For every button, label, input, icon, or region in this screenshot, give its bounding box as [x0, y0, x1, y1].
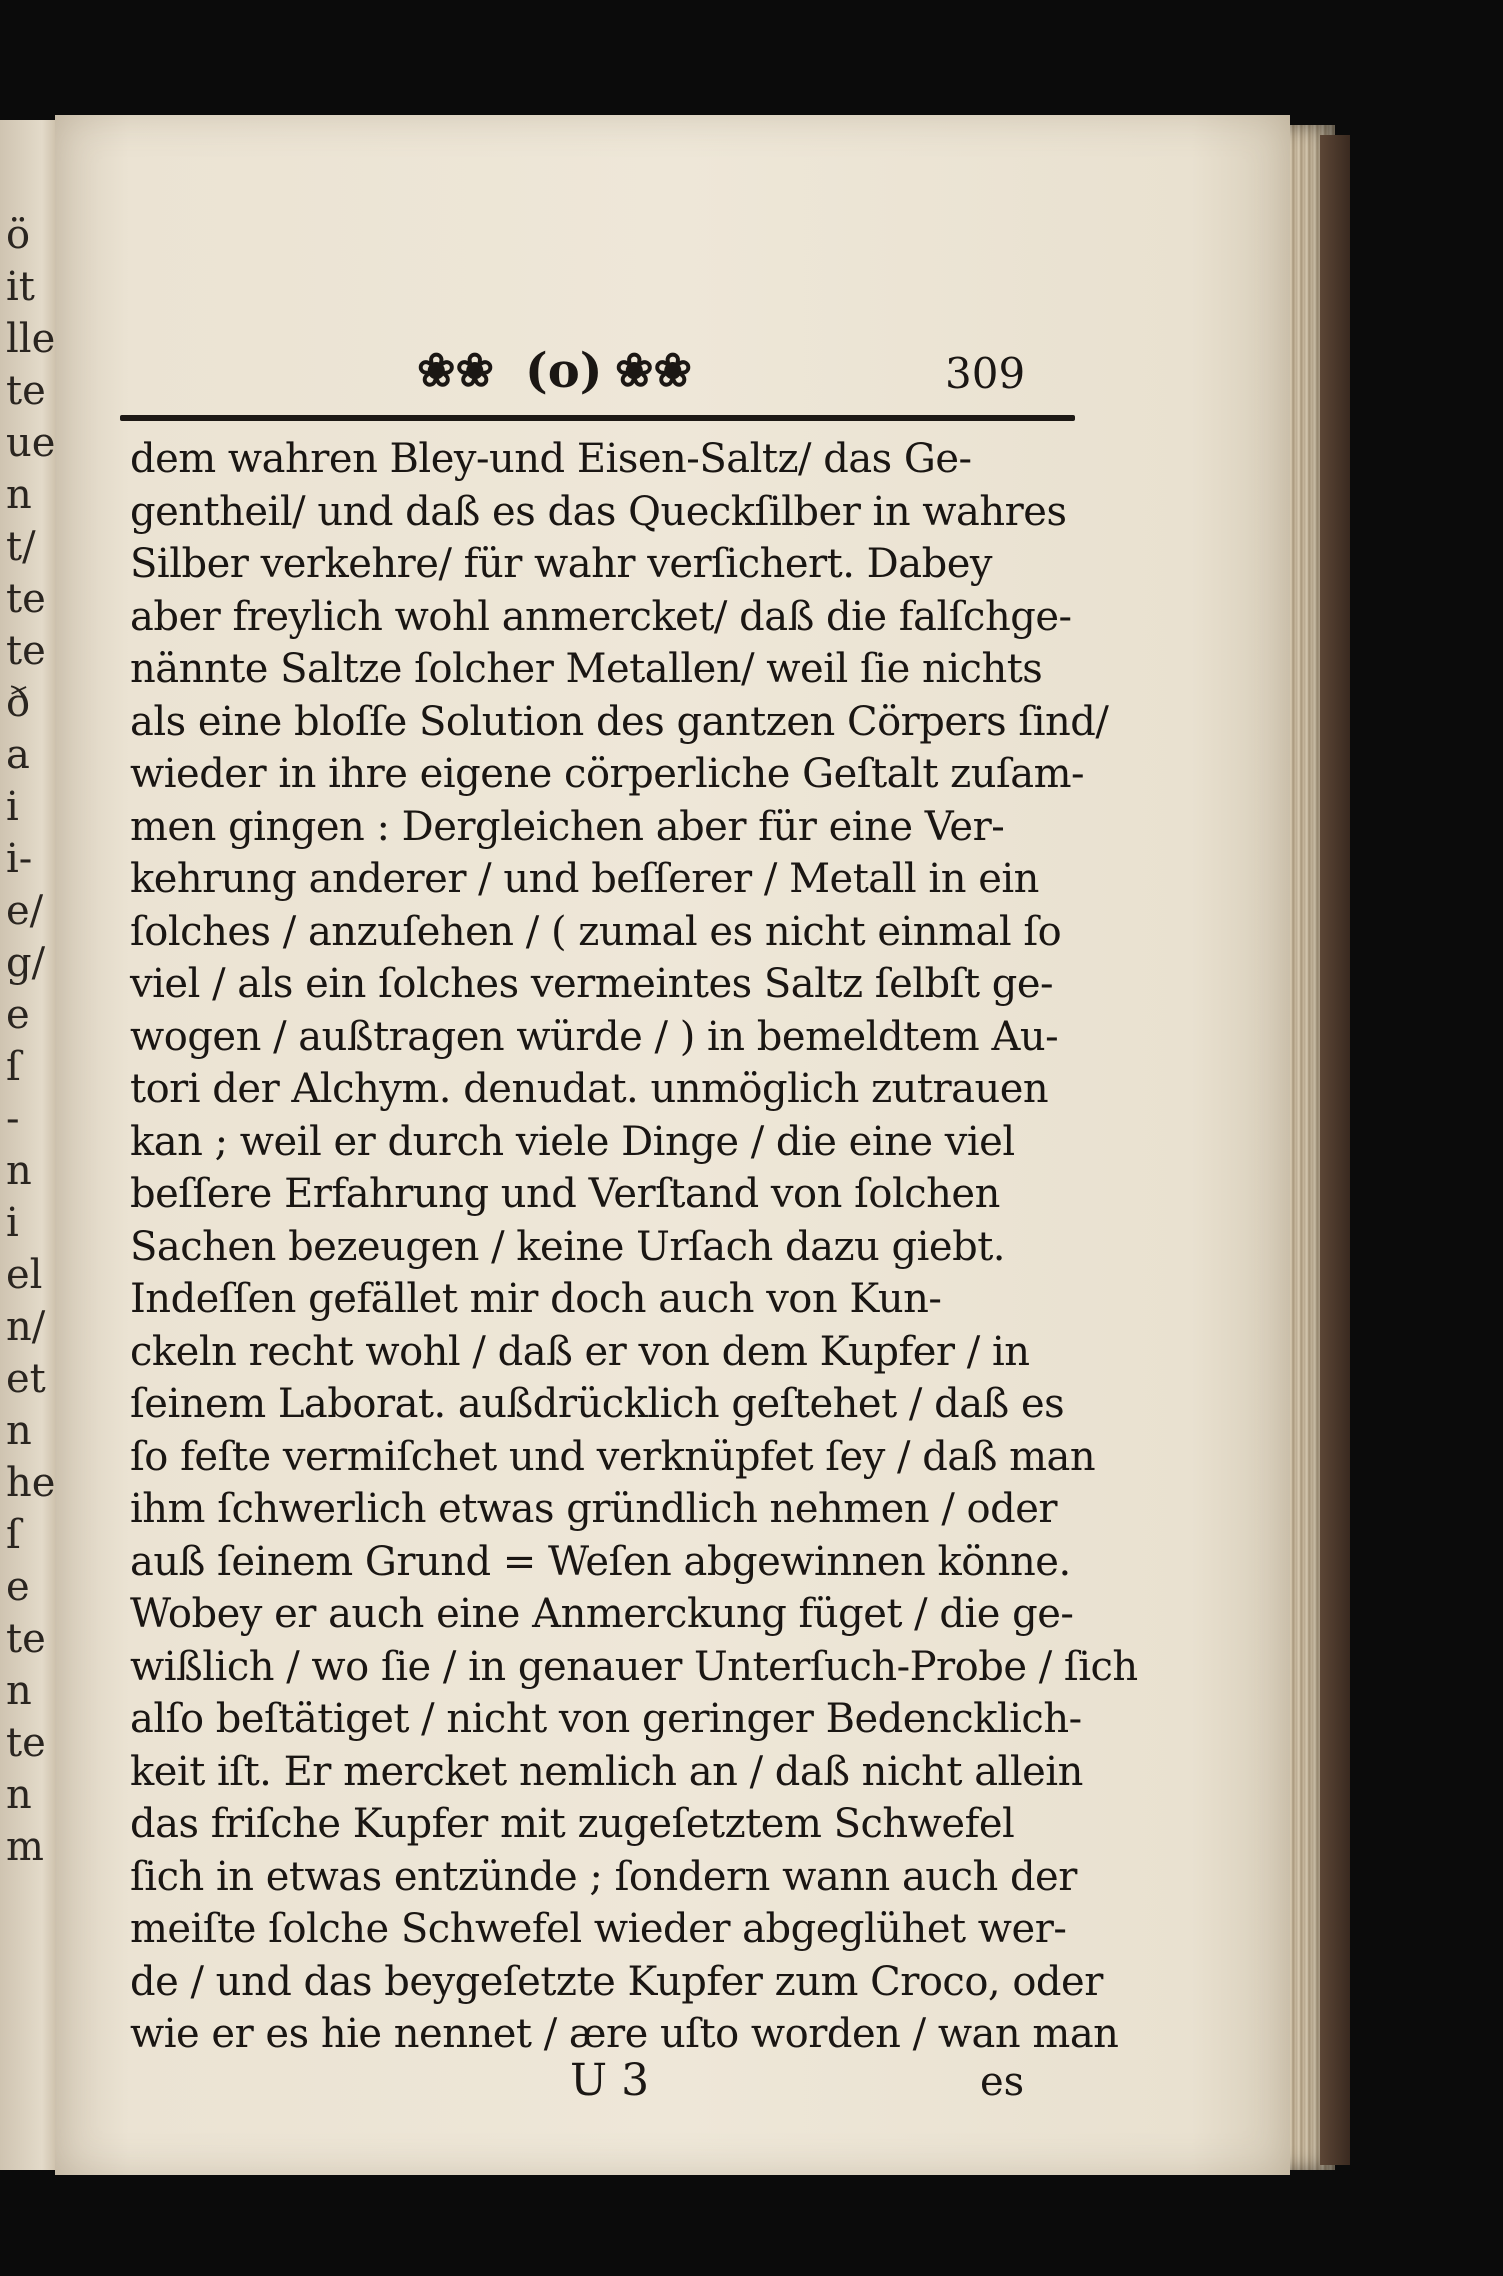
facing-page-fragment: te — [6, 368, 46, 414]
text-line: auß ſeinem Grund = Weſen abgewinnen könne. — [130, 1538, 1071, 1585]
text-line: kehrung anderer / und beſſerer / Metall in ein — [130, 856, 1039, 902]
text-line: keit iſt. Er mercket nemlich an / daß nicht allein — [130, 1748, 1083, 1795]
text-line: beſſere Erfahrung und Verſtand von ſolchen — [130, 1171, 1000, 1217]
facing-page-fragment: - — [6, 1096, 20, 1142]
text-line: wie er es hie nennet / ære uſto worden / wan man — [130, 2011, 1119, 2057]
header-mark: (o) — [525, 343, 603, 399]
book-cover-edge — [1320, 135, 1350, 2165]
facing-page-fragment: el — [6, 1252, 43, 1298]
facing-page-fragment: he — [6, 1460, 56, 1506]
text-line: alſo beſtätiget / nicht von geringer Bedencklich- — [130, 1696, 1082, 1742]
facing-page-fragment: t/ — [6, 524, 36, 570]
text-line: Silber verkehre/ für wahr verſichert. Dabey — [130, 541, 992, 587]
text-line: ſolches / anzuſehen / ( zumal es nicht einmal ſo — [130, 908, 1062, 955]
facing-page-fragment: te — [6, 1720, 46, 1766]
ornament-left-icon: ❀❀ — [417, 343, 495, 397]
text-line: als eine bloſſe Solution des gantzen Cörpers ſind/ — [130, 698, 1109, 745]
facing-page-fragment: g/ — [6, 940, 46, 986]
text-line: ihm ſchwerlich etwas gründlich nehmen / oder — [130, 1486, 1058, 1532]
facing-page-fragment: n — [6, 1408, 32, 1454]
page-header — [55, 343, 1290, 413]
facing-page-fragment: e — [6, 992, 30, 1038]
text-line: nännte Saltze ſolcher Metallen/ weil ſie nichts — [130, 646, 1043, 692]
facing-page-fragment: n/ — [6, 1304, 46, 1350]
facing-page-fragment: te — [6, 576, 46, 622]
text-line: men gingen : Dergleichen aber für eine Ver- — [130, 803, 1005, 850]
text-line: wieder in ihre eigene cörperliche Geſtalt zuſam- — [130, 751, 1085, 797]
facing-page-fragment: ue — [6, 420, 56, 466]
catchword: es — [980, 2059, 1025, 2105]
text-line: ſeinem Laborat. außdrücklich geſtehet / daß es — [130, 1381, 1065, 1427]
text-line: Wobey er auch eine Anmerckung füget / die ge- — [130, 1591, 1074, 1637]
text-line: wißlich / wo ſie / in genauer Unterſuch-Probe / ſich — [130, 1643, 1138, 1690]
text-line: Indeſſen gefället mir doch auch von Kun- — [130, 1276, 942, 1322]
facing-page-fragment: ö — [6, 212, 31, 258]
page-number: 309 — [945, 349, 1026, 398]
facing-page-fragment: i — [6, 1200, 19, 1246]
facing-page-fragment: a — [6, 732, 30, 778]
facing-page-fragment: ſ — [6, 1512, 21, 1558]
signature-mark: U 3 — [570, 2055, 650, 2106]
body-text — [130, 433, 1138, 2061]
header-rule — [120, 415, 1075, 421]
ornament-right-icon: ❀❀ — [615, 343, 693, 397]
facing-page-fragment: it — [6, 264, 35, 310]
facing-page-fragment: i — [6, 784, 19, 830]
text-line: aber freylich wohl anmercket/ daß die falſchge- — [130, 593, 1072, 640]
facing-page-fragment: e/ — [6, 888, 44, 934]
text-line: das friſche Kupfer mit zugeſetztem Schwefel — [130, 1801, 1015, 1847]
text-line: viel / als ein ſolches vermeintes Saltz ſelbſt ge- — [130, 961, 1054, 1007]
facing-page-fragment: n — [6, 1668, 32, 1714]
facing-page-fragment: et — [6, 1356, 46, 1402]
facing-page-edge — [0, 120, 60, 2170]
facing-page-fragment: ð — [6, 680, 31, 726]
text-line: tori der Alchym. denudat. unmöglich zutrauen — [130, 1066, 1049, 1112]
facing-page-fragment: e — [6, 1564, 30, 1610]
text-line: ſich in etwas entzünde ; ſondern wann auch der — [130, 1853, 1077, 1900]
facing-page-fragment: n — [6, 1148, 32, 1194]
facing-page-fragment: n — [6, 1772, 32, 1818]
book-page — [55, 115, 1290, 2175]
facing-page-fragment: n — [6, 472, 32, 518]
text-line: de / und das beygeſetzte Kupfer zum Croco, oder — [130, 1958, 1103, 2005]
facing-page-fragment: m — [6, 1824, 44, 1870]
page-footer — [55, 2055, 1290, 2115]
text-line: kan ; weil er durch viele Dinge / die eine viel — [130, 1118, 1015, 1165]
text-line: meiſte ſolche Schwefel wieder abgeglühet wer- — [130, 1906, 1067, 1952]
facing-page-fragment: te — [6, 1616, 46, 1662]
text-line: Sachen bezeugen / keine Urſach dazu giebt. — [130, 1223, 1005, 1270]
facing-page-fragment: i- — [6, 836, 33, 882]
text-line: ckeln recht wohl / daß er von dem Kupfer / in — [130, 1328, 1030, 1375]
facing-page-fragment: ſ — [6, 1044, 21, 1090]
facing-page-fragment: te — [6, 628, 46, 674]
text-line: gentheil/ und daß es das Queckſilber in wahres — [130, 488, 1067, 535]
text-line: ſo feſte vermiſchet und verknüpfet ſey / daß man — [130, 1433, 1096, 1480]
text-line: dem wahren Bley-und Eisen-Saltz/ das Ge- — [130, 436, 972, 482]
facing-page-fragment: lle — [6, 316, 56, 362]
text-line: wogen / außtragen würde / ) in bemeldtem Au- — [130, 1013, 1059, 1060]
